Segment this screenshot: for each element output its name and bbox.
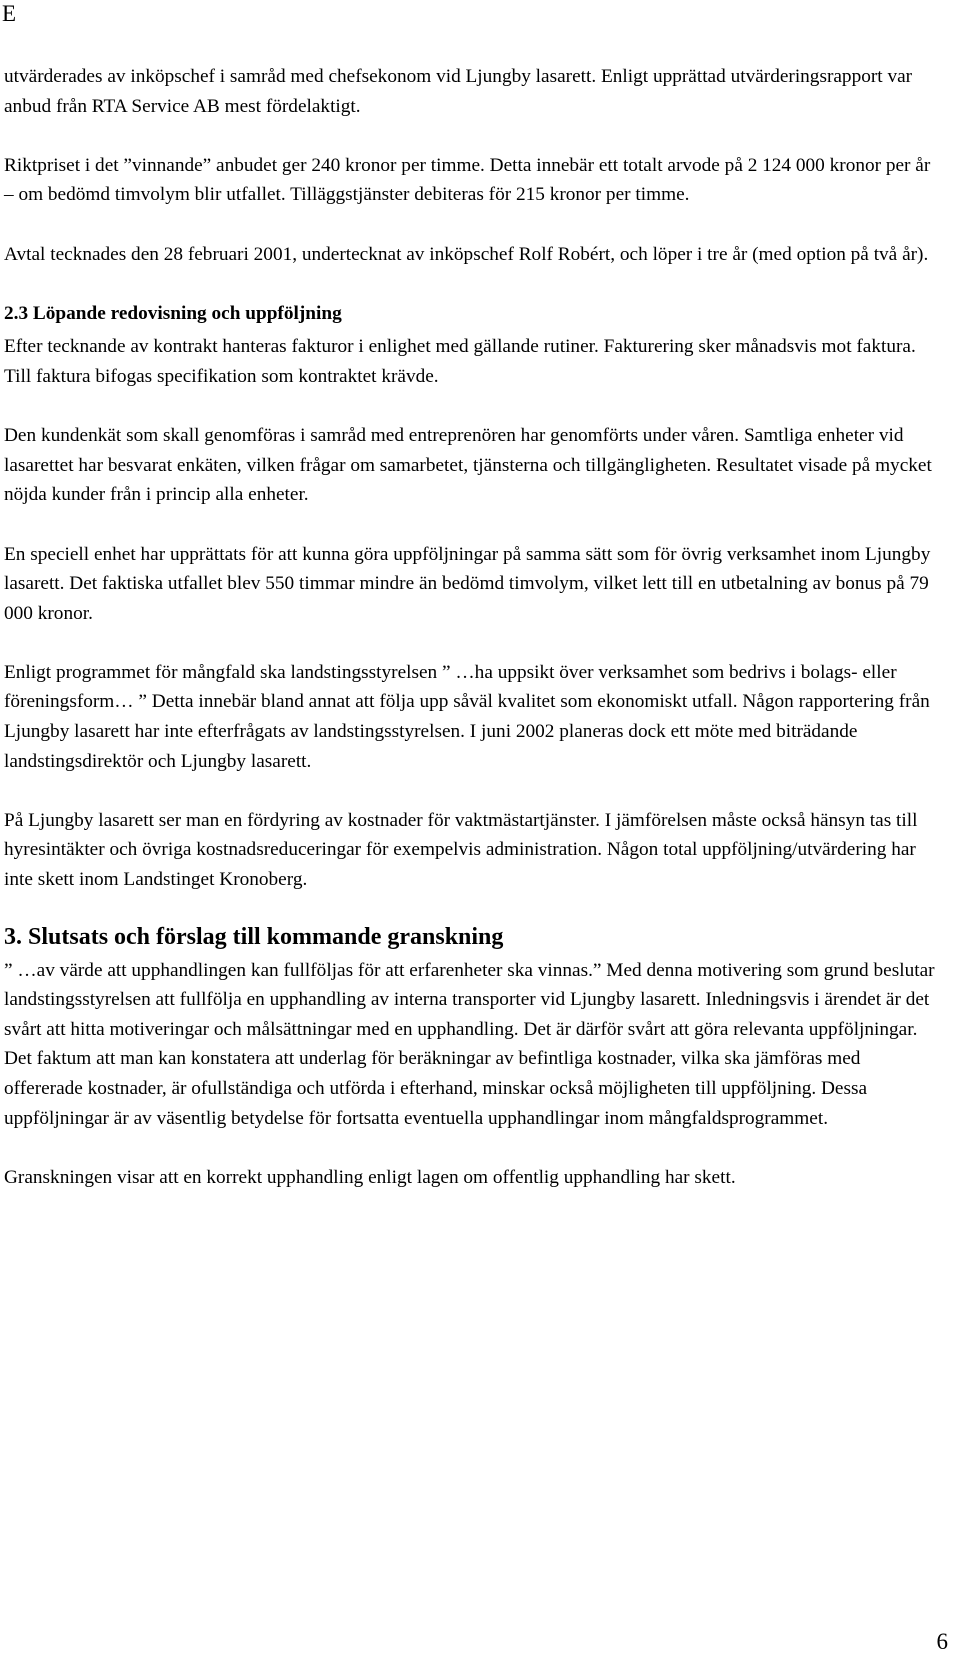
section-heading-2-3: 2.3 Löpande redovisning och uppföljning <box>4 302 342 324</box>
page-number: 6 <box>936 1629 948 1654</box>
paragraph-invoicing: Efter tecknande av kontrakt hanteras fakturor i enlighet med gällande rutiner. Fakturering sker månadsvis mot faktura. Till faktura bifogas specifikation som kontraktet krävde. <box>4 336 916 387</box>
section-heading-3: 3. Slutsats och förslag till kommande granskning <box>4 923 504 950</box>
paragraph-diversity-program: Enligt programmet för mångfald ska landstingsstyrelsen ” …ha uppsikt över verksamhet som bedrivs i bolags- eller föreningsform… ” Detta innebär bland annat att följa upp såväl kvalitet som ekonomiskt utfall. Någon rapportering från Ljungby lasarett har inte efterfrågats av landstingsstyrelsen. I juni 2002 planeras dock ett möte med biträdande landstingsdirektör och Ljungby lasarett. <box>4 661 930 772</box>
paragraph-final-statement: Granskningen visar att en korrekt upphandling enligt lagen om offentlig upphandling har skett. <box>4 1166 736 1188</box>
document-body <box>4 62 944 1222</box>
paragraph-cost-increase: På Ljungby lasarett ser man en fördyring av kostnader för vaktmästartjänster. I jämförelsen måste också hänsyn tas till hyresintäkter och övriga kostnadsreduceringar för exempelvis administration. Någon total uppföljning/utvärdering har inte skett inom Landstinget Kronoberg. <box>4 809 918 891</box>
paragraph-evaluation: utvärderades av inköpschef i samråd med chefsekonom vid Ljungby lasarett. Enligt upprättad utvärderingsrapport var anbud från RTA Service AB mest fördelaktigt. <box>4 66 913 117</box>
paragraph-pricing: Riktpriset i det ”vinnande” anbudet ger 240 kronor per timme. Detta innebär ett totalt arvode på 2 124 000 kronor per år – om bedömd timvolym blir utfallet. Tilläggstjänster debiteras för 215 kronor per timme. <box>4 154 931 206</box>
paragraph-followup-unit: En speciell enhet har upprättats för att kunna göra uppföljningar på samma sätt som för övrig verksamhet inom Ljungby lasarett. Det faktiska utfallet blev 550 timmar mindre än bedömd timvolym, vilket lett till en utbetalning av bonus på 79 000 kronor. <box>4 543 931 624</box>
paragraph-customer-survey: Den kundenkät som skall genomföras i samråd med entreprenören har genomförts under våren. Samtliga enheter vid lasarettet har besvarat enkäten, vilken frågar om samarbetet, tjänsterna och tillgängligheten. Resultatet visade på mycket nöjda kunder från i princip alla enheter. <box>4 425 932 506</box>
paragraph-agreement: Avtal tecknades den 28 februari 2001, undertecknat av inköpschef Rolf Robért, och löper i tre år (med option på två år). <box>4 243 929 265</box>
paragraph-conclusion: ” …av värde att upphandlingen kan fullföljas för att erfarenheter ska vinnas.” Med denna motivering som grund beslutar landstingsstyrelsen att fullfölja en upphandling av interna transporter vid Ljungby lasarett. Inledningsvis i ärendet är det svårt att hitta motiveringar och målsättningar med en upphandling. Det är därför svårt att göra relevanta uppföljningar. Det faktum att man kan konstatera att underlag för beräkningar av befintliga kostnader, vilka ska jämföras med offererade kostnader, är ofullständiga och utförda i efterhand, minskar också möjligheten till uppföljning. Dessa uppföljningar är av väsentlig betydelse för fortsatta eventuella upphandlingar inom mångfaldsprogrammet. <box>4 959 935 1129</box>
header-letter: E <box>2 1 17 26</box>
